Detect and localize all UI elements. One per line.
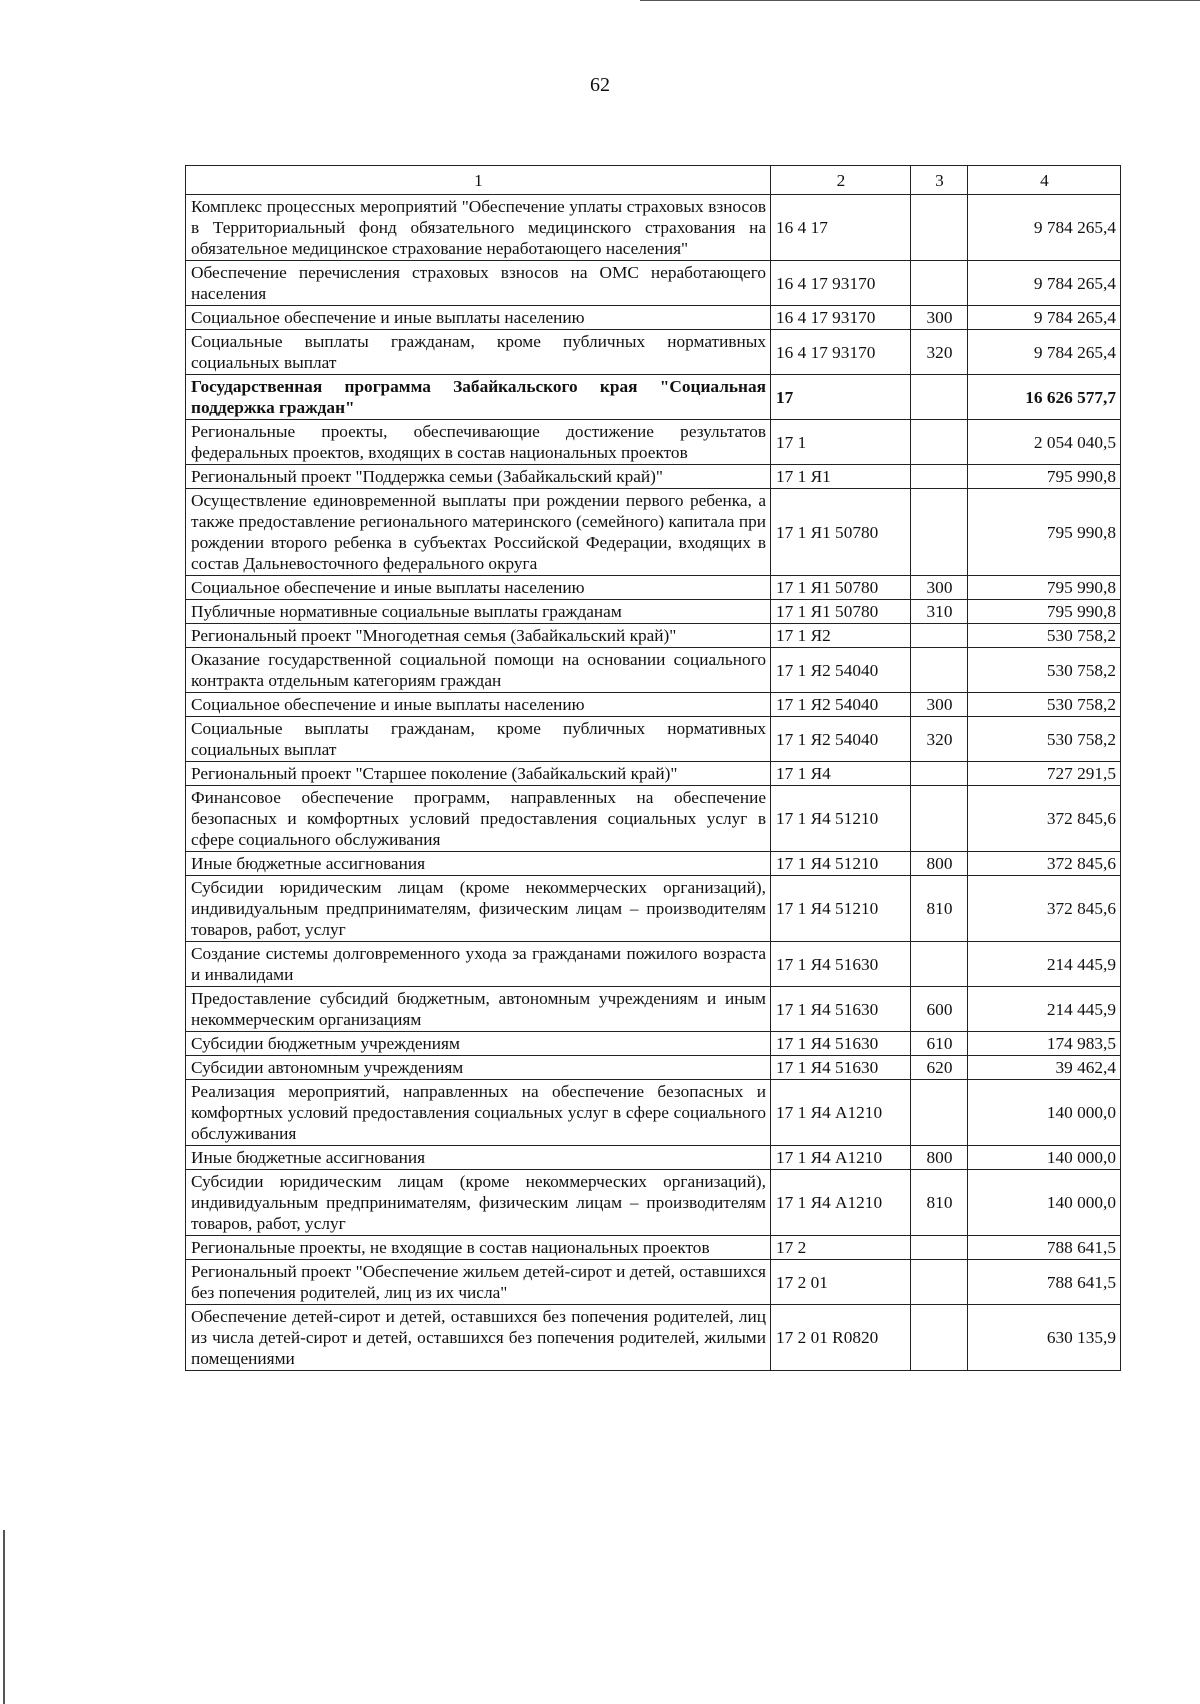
table-row — [186, 624, 1121, 648]
row-code: 17 1 Я4 51630 — [771, 1056, 911, 1080]
table-body — [186, 195, 1121, 1371]
row-code: 17 1 Я4 — [771, 762, 911, 786]
table-row — [186, 489, 1121, 576]
row-type — [911, 648, 968, 693]
table-row — [186, 195, 1121, 261]
row-code: 17 1 Я4 51630 — [771, 942, 911, 987]
row-amount: 214 445,9 — [968, 987, 1121, 1032]
row-amount: 795 990,8 — [968, 576, 1121, 600]
row-amount: 530 758,2 — [968, 648, 1121, 693]
row-name: Государственная программа Забайкальского края "Социальная поддержка граждан" — [186, 375, 771, 420]
row-type — [911, 1080, 968, 1146]
row-amount: 372 845,6 — [968, 786, 1121, 852]
row-code: 17 1 Я4 51210 — [771, 852, 911, 876]
row-type — [911, 1260, 968, 1305]
header-col-3: 3 — [911, 166, 968, 195]
row-name: Социальное обеспечение и иные выплаты населению — [186, 576, 771, 600]
row-code: 16 4 17 — [771, 195, 911, 261]
row-type — [911, 762, 968, 786]
table-row — [186, 786, 1121, 852]
row-type: 300 — [911, 576, 968, 600]
row-amount: 16 626 577,7 — [968, 375, 1121, 420]
header-col-2: 2 — [771, 166, 911, 195]
row-code: 17 1 — [771, 420, 911, 465]
row-amount: 39 462,4 — [968, 1056, 1121, 1080]
row-amount: 530 758,2 — [968, 717, 1121, 762]
row-name: Социальные выплаты гражданам, кроме публичных нормативных социальных выплат — [186, 330, 771, 375]
row-code: 17 1 Я1 50780 — [771, 600, 911, 624]
row-name: Комплекс процессных мероприятий "Обеспечение уплаты страховых взносов в Территориальный фонд обязательного медицинского страхования на обязательное медицинское страхование неработающего населения" — [186, 195, 771, 261]
row-type — [911, 489, 968, 576]
row-name: Субсидии автономным учреждениям — [186, 1056, 771, 1080]
row-name: Обеспечение детей-сирот и детей, оставшихся без попечения родителей, лиц из числа детей-сирот и детей, оставшихся без попечения родителей, жилыми помещениями — [186, 1305, 771, 1371]
row-name: Региональный проект "Многодетная семья (Забайкальский край)" — [186, 624, 771, 648]
row-amount: 372 845,6 — [968, 852, 1121, 876]
row-name: Субсидии юридическим лицам (кроме некоммерческих организаций), индивидуальным предпринимателям, физическим лицам – производителям товаров, работ, услуг — [186, 876, 771, 942]
row-amount: 174 983,5 — [968, 1032, 1121, 1056]
row-amount: 788 641,5 — [968, 1260, 1121, 1305]
table-row — [186, 306, 1121, 330]
row-amount: 9 784 265,4 — [968, 261, 1121, 306]
row-code: 16 4 17 93170 — [771, 330, 911, 375]
row-name: Иные бюджетные ассигнования — [186, 852, 771, 876]
table-row — [186, 648, 1121, 693]
row-type — [911, 420, 968, 465]
row-code: 17 1 Я4 51630 — [771, 1032, 911, 1056]
budget-table — [185, 165, 1121, 1371]
table-row — [186, 1146, 1121, 1170]
row-code: 17 2 — [771, 1236, 911, 1260]
row-name: Иные бюджетные ассигнования — [186, 1146, 771, 1170]
row-amount: 530 758,2 — [968, 693, 1121, 717]
row-amount: 795 990,8 — [968, 465, 1121, 489]
row-name: Региональные проекты, не входящие в состав национальных проектов — [186, 1236, 771, 1260]
table-row — [186, 576, 1121, 600]
row-code: 17 1 Я2 54040 — [771, 648, 911, 693]
row-type — [911, 1305, 968, 1371]
row-amount: 140 000,0 — [968, 1170, 1121, 1236]
row-name: Предоставление субсидий бюджетным, автономным учреждениям и иным некоммерческим организациям — [186, 987, 771, 1032]
row-name: Социальное обеспечение и иные выплаты населению — [186, 693, 771, 717]
table-row — [186, 420, 1121, 465]
table-row — [186, 1032, 1121, 1056]
row-amount: 795 990,8 — [968, 600, 1121, 624]
table-row — [186, 693, 1121, 717]
row-type — [911, 261, 968, 306]
row-name: Субсидии юридическим лицам (кроме некоммерческих организаций), индивидуальным предпринимателям, физическим лицам – производителям товаров, работ, услуг — [186, 1170, 771, 1236]
row-code: 17 1 Я4 А1210 — [771, 1080, 911, 1146]
row-code: 17 — [771, 375, 911, 420]
row-name: Региональный проект "Поддержка семьи (Забайкальский край)" — [186, 465, 771, 489]
table-row — [186, 261, 1121, 306]
row-name: Обеспечение перечисления страховых взносов на ОМС неработающего населения — [186, 261, 771, 306]
row-type: 610 — [911, 1032, 968, 1056]
table-row — [186, 1305, 1121, 1371]
row-type: 320 — [911, 330, 968, 375]
row-type — [911, 1236, 968, 1260]
table-row — [186, 852, 1121, 876]
row-type: 810 — [911, 1170, 968, 1236]
row-code: 17 1 Я4 51210 — [771, 786, 911, 852]
row-type — [911, 786, 968, 852]
table-row — [186, 717, 1121, 762]
row-code: 17 1 Я2 — [771, 624, 911, 648]
row-type: 300 — [911, 693, 968, 717]
row-type: 810 — [911, 876, 968, 942]
table-row — [186, 762, 1121, 786]
row-type: 800 — [911, 1146, 968, 1170]
row-code: 17 1 Я4 51630 — [771, 987, 911, 1032]
row-code: 17 1 Я1 50780 — [771, 489, 911, 576]
row-amount: 9 784 265,4 — [968, 330, 1121, 375]
row-code: 16 4 17 93170 — [771, 261, 911, 306]
row-type: 300 — [911, 306, 968, 330]
row-amount: 727 291,5 — [968, 762, 1121, 786]
row-code: 17 1 Я4 А1210 — [771, 1170, 911, 1236]
row-amount: 140 000,0 — [968, 1080, 1121, 1146]
row-type — [911, 942, 968, 987]
row-name: Региональные проекты, обеспечивающие достижение результатов федеральных проектов, входящих в состав национальных проектов — [186, 420, 771, 465]
row-code: 17 1 Я1 — [771, 465, 911, 489]
table-row — [186, 1056, 1121, 1080]
table-row — [186, 330, 1121, 375]
row-name: Региональный проект "Старшее поколение (Забайкальский край)" — [186, 762, 771, 786]
row-name: Субсидии бюджетным учреждениям — [186, 1032, 771, 1056]
row-type: 320 — [911, 717, 968, 762]
table-row — [186, 600, 1121, 624]
row-amount: 9 784 265,4 — [968, 306, 1121, 330]
row-amount: 795 990,8 — [968, 489, 1121, 576]
row-name: Оказание государственной социальной помощи на основании социального контракта отдельным категориям граждан — [186, 648, 771, 693]
row-name: Реализация мероприятий, направленных на обеспечение безопасных и комфортных условий предоставления социальных услуг в сфере социального обслуживания — [186, 1080, 771, 1146]
table-row — [186, 465, 1121, 489]
row-type — [911, 195, 968, 261]
header-row — [186, 166, 1121, 195]
row-amount: 788 641,5 — [968, 1236, 1121, 1260]
row-type: 620 — [911, 1056, 968, 1080]
row-code: 17 1 Я2 54040 — [771, 693, 911, 717]
scan-edge-left — [3, 1530, 5, 1704]
row-code: 17 1 Я1 50780 — [771, 576, 911, 600]
row-name: Создание системы долговременного ухода за гражданами пожилого возраста и инвалидами — [186, 942, 771, 987]
table-row — [186, 375, 1121, 420]
row-name: Осуществление единовременной выплаты при рождении первого ребенка, а также предоставление регионального материнского (семейного) капитала при рождении второго ребенка в субъектах Российской Федерации, входящих в состав Дальневосточного федерального округа — [186, 489, 771, 576]
row-code: 17 1 Я2 54040 — [771, 717, 911, 762]
table-row — [186, 876, 1121, 942]
table-row — [186, 1170, 1121, 1236]
row-name: Публичные нормативные социальные выплаты гражданам — [186, 600, 771, 624]
row-name: Финансовое обеспечение программ, направленных на обеспечение безопасных и комфортных условий предоставления социальных услуг в сфере социального обслуживания — [186, 786, 771, 852]
row-type — [911, 465, 968, 489]
row-amount: 214 445,9 — [968, 942, 1121, 987]
row-code: 16 4 17 93170 — [771, 306, 911, 330]
row-type: 600 — [911, 987, 968, 1032]
row-name: Социальные выплаты гражданам, кроме публичных нормативных социальных выплат — [186, 717, 771, 762]
row-amount: 9 784 265,4 — [968, 195, 1121, 261]
row-type: 800 — [911, 852, 968, 876]
row-code: 17 1 Я4 А1210 — [771, 1146, 911, 1170]
row-code: 17 1 Я4 51210 — [771, 876, 911, 942]
row-amount: 2 054 040,5 — [968, 420, 1121, 465]
table-row — [186, 1236, 1121, 1260]
row-type — [911, 375, 968, 420]
table-row — [186, 1080, 1121, 1146]
row-name: Региональный проект "Обеспечение жильем детей-сирот и детей, оставшихся без попечения родителей, лиц из их числа" — [186, 1260, 771, 1305]
table-row — [186, 942, 1121, 987]
row-amount: 530 758,2 — [968, 624, 1121, 648]
row-amount: 140 000,0 — [968, 1146, 1121, 1170]
table-row — [186, 1260, 1121, 1305]
row-amount: 372 845,6 — [968, 876, 1121, 942]
row-type: 310 — [911, 600, 968, 624]
table-row — [186, 987, 1121, 1032]
row-type — [911, 624, 968, 648]
row-name: Социальное обеспечение и иные выплаты населению — [186, 306, 771, 330]
row-code: 17 2 01 — [771, 1260, 911, 1305]
row-amount: 630 135,9 — [968, 1305, 1121, 1371]
header-col-4: 4 — [968, 166, 1121, 195]
header-col-1: 1 — [186, 166, 771, 195]
row-code: 17 2 01 R0820 — [771, 1305, 911, 1371]
scan-edge-top — [640, 0, 1200, 1]
page-number: 62 — [590, 74, 610, 96]
